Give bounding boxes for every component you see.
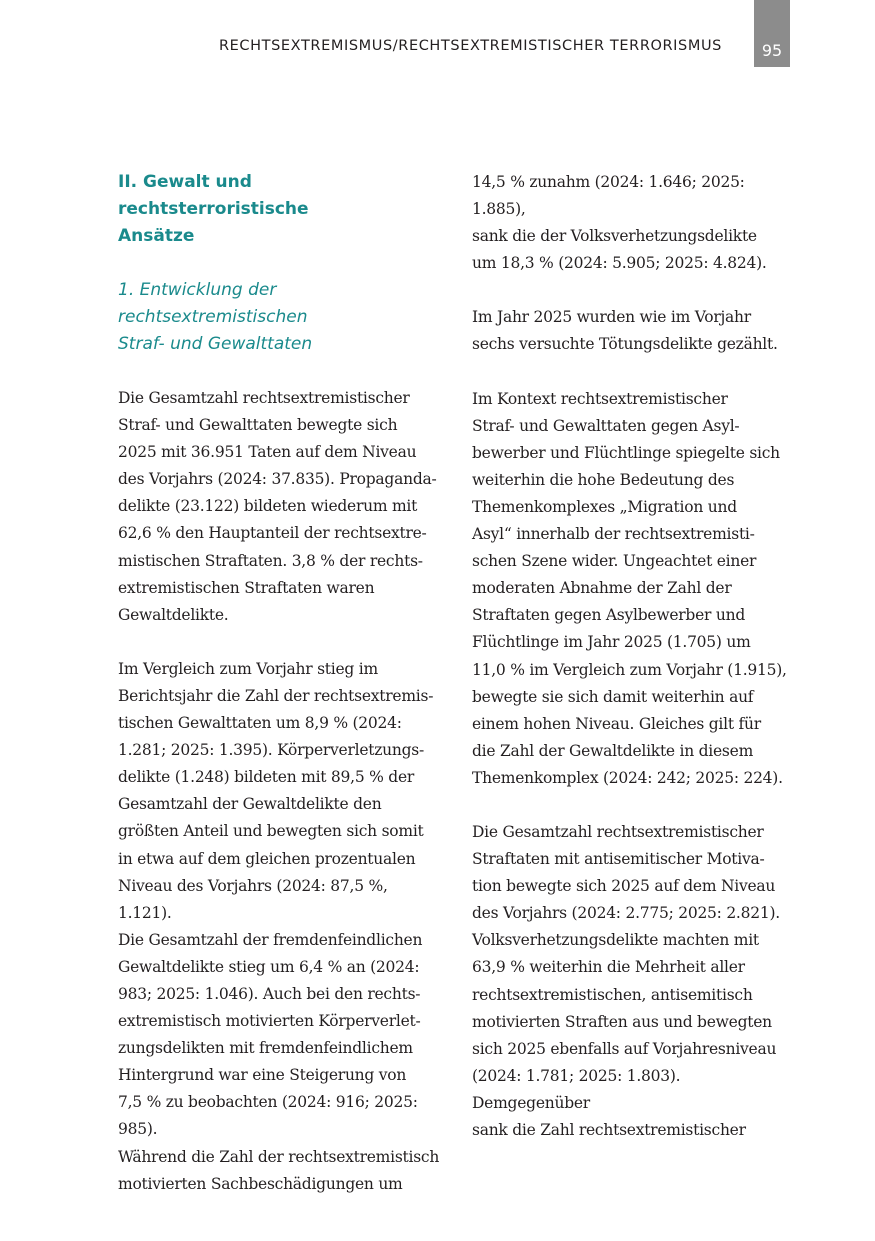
body-paragraph: 14,5 % zunahm (2024: 1.646; 2025: 1.885), sank die der Volksverhetzungsdelikte um 18,3 % (2024: 5.905; 2025: 4.824). [472,173,767,273]
body-paragraph: Die Gesamtzahl rechtsextremistischer Straf- und Gewalttaten bewegte sich 2025 mit 36.951 Taten auf dem Niveau des Vorjahrs (2024: 37.835). Propaganda- delikte (23.122) bildeten wiederum mit 62,6 % den Hauptanteil der rechtsextre- mistischen Straftaten. 3,8 % der rechts- extremistischen Straftaten waren Gewaltdelikte. [118,389,437,624]
subsection-heading: 1. Entwicklung der rechtsextremistischen Straf- und Gewalttaten [118,280,313,354]
right-column [472,169,794,1144]
page-number-tab [754,0,790,67]
left-column [118,169,440,1198]
body-paragraph: Im Vergleich zum Vorjahr stieg im Berichtsjahr die Zahl der rechtsextremis- tischen Gewalttaten um 8,9 % (2024: 1.281; 2025: 1.395). Körperverletzungs- delikte (1.248) bildeten mit 89,5 % der Gesamtzahl der Gewaltdelikte den größten Anteil und bewegten sich somit in etwa auf dem gleichen prozentualen Niveau des Vorjahrs (2024: 87,5 %, 1.121). Die Gesamtzahl der fremdenfeindlichen Gewaltdelikte stieg um 6,4 % an (2024: 983; 2025: 1.046). Auch bei den rechts- extremistisch motivierten Körperverlet- zungsdelikten mit fremdenfeindlichem Hintergrund war eine Steigerung von 7,5 % zu beobachten (2024: 916; 2025: 985). Während die Zahl der rechtsextremistisch motivierten Sachbeschädigungen um [118,659,440,1193]
section-heading: II. Gewalt und rechtsterroristische Ansätze [118,172,309,246]
page-number: 95 [761,41,783,60]
body-paragraph: Im Kontext rechtsextremistischer Straf- und Gewalttaten gegen Asyl- bewerber und Flüchtlinge spiegelte sich weiterhin die hohe Bedeutung des Themenkomplexes „Migration und Asyl“ innerhalb der rechtsextremisti- schen Szene wider. Ungeachtet einer moderaten Abnahme der Zahl der Straftaten gegen Asylbewerber und Flüchtlinge im Jahr 2025 (1.705) um 11,0 % im Vergleich zum Vorjahr (1.915), bewegte sie sich damit weiterhin auf einem hohen Niveau. Gleiches gilt für die Zahl der Gewaltdelikte in diesem Themenkomplex (2024: 242; 2025: 224). [472,389,787,787]
body-paragraph: Im Jahr 2025 wurden wie im Vorjahr sechs versuchte Tötungsdelikte gezählt. [472,308,778,354]
body-paragraph: Die Gesamtzahl rechtsextremistischer Straftaten mit antisemitischer Motiva- tion bewegte sich 2025 auf dem Niveau des Vorjahrs (2024: 2.775; 2025: 2.821). Volksverhetzungsdelikte machten mit 63,9 % weiterhin die Mehrheit aller rechtsextremistischen, antisemitisch motivierten Straften aus und bewegten sich 2025 ebenfalls auf Vorjahresniveau (2024: 1.781; 2025: 1.803). Demgegenüber sank die Zahl rechtsextremistischer [472,822,780,1139]
running-header: RECHTSEXTREMISMUS/RECHTSEXTREMISTISCHER TERRORISMUS [219,38,722,54]
